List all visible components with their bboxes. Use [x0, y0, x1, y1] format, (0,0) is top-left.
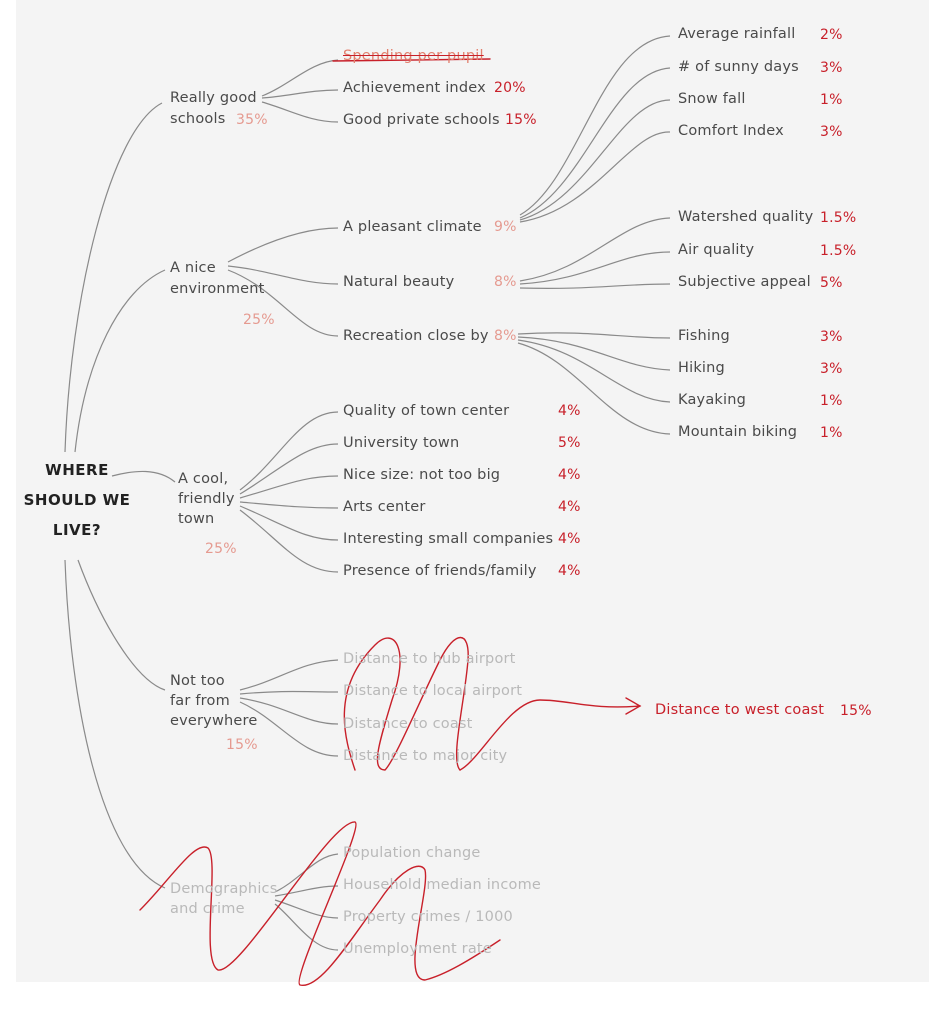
link-dist-hub [240, 660, 338, 690]
demographics-label-line2: and crime [170, 901, 245, 917]
link-env-climate [228, 228, 338, 262]
pct-subjective-appeal: 5% [820, 275, 843, 291]
pct-distance-west-coast: 15% [840, 703, 872, 719]
node-air-quality: Air quality [678, 242, 755, 258]
pct-natural-beauty: 8% [494, 274, 517, 290]
root-line2: SHOULD WE [23, 491, 131, 509]
node-population-change: Population change [343, 845, 481, 861]
node-distance-west-coast: Distance to west coast [655, 702, 825, 718]
pct-achievement-index: 20% [494, 80, 526, 96]
node-property-crimes: Property crimes / 1000 [343, 909, 513, 925]
node-arts-center: Arts center [343, 499, 426, 515]
link-root-distance [78, 560, 165, 690]
node-mountain-biking: Mountain biking [678, 424, 798, 440]
node-quality-town-center: Quality of town center [343, 403, 510, 419]
node-hiking: Hiking [678, 360, 725, 376]
node-good-private-schools: Good private schools [343, 112, 500, 128]
node-recreation-close-by: Recreation close by [343, 328, 489, 344]
distance-label-line3: everywhere [170, 713, 258, 729]
pct-pleasant-climate: 9% [494, 219, 517, 235]
node-pleasant-climate: A pleasant climate [343, 219, 482, 235]
pct-air-quality: 1.5% [820, 243, 857, 259]
pct-average-rainfall: 2% [820, 27, 843, 43]
pct-comfort-index: 3% [820, 124, 843, 140]
node-hub-airport: Distance to hub airport [343, 651, 516, 667]
pct-arts-center: 4% [558, 499, 581, 515]
pct-mountain-biking: 1% [820, 425, 843, 441]
node-friends-family: Presence of friends/family [343, 563, 537, 579]
environment-label-line1: A nice [170, 260, 216, 276]
pct-watershed-quality: 1.5% [820, 210, 857, 226]
pct-kayaking: 1% [820, 393, 843, 409]
node-sunny-days: # of sunny days [678, 59, 799, 75]
link-demo-income [275, 886, 338, 896]
link-rec-biking [518, 343, 670, 434]
link-climate-snow [520, 100, 670, 220]
pct-quality-town-center: 4% [558, 403, 581, 419]
link-dist-local [240, 692, 338, 695]
link-rec-hiking [518, 337, 670, 370]
town-pct: 25% [205, 541, 237, 557]
link-beauty-air [520, 252, 670, 284]
town-label-line3: town [178, 511, 215, 527]
link-climate-rainfall [520, 36, 670, 215]
root-line1: WHERE [45, 461, 109, 479]
link-town-arts [240, 502, 338, 508]
town-label-line2: friendly [178, 491, 235, 507]
root-line3: LIVE? [52, 521, 102, 539]
node-university-town: University town [343, 435, 460, 451]
link-root-schools [65, 103, 162, 452]
node-watershed-quality: Watershed quality [678, 209, 814, 225]
link-rec-fishing [518, 333, 670, 338]
pct-fishing: 3% [820, 329, 843, 345]
link-beauty-watershed [520, 218, 670, 281]
node-spending-per-pupil: Spending per pupil [343, 48, 484, 64]
node-unemployment-rate: Unemployment rate [343, 941, 492, 957]
schools-label-line1: Really good [170, 90, 257, 106]
link-climate-comfort [520, 132, 670, 222]
pct-good-private-schools: 15% [505, 112, 537, 128]
root-node [22, 455, 132, 545]
link-town-size [240, 476, 338, 498]
pct-nice-size: 4% [558, 467, 581, 483]
town-label-line1: A cool, [178, 471, 229, 487]
node-small-companies: Interesting small companies [343, 531, 554, 547]
node-average-rainfall: Average rainfall [678, 26, 796, 42]
pct-sunny-days: 3% [820, 60, 843, 76]
node-comfort-index: Comfort Index [678, 123, 784, 139]
node-natural-beauty: Natural beauty [343, 274, 455, 290]
node-achievement-index: Achievement index [343, 80, 486, 96]
node-household-income: Household median income [343, 877, 542, 893]
distance-label-line1: Not too [170, 673, 225, 689]
node-nice-size: Nice size: not too big [343, 467, 501, 483]
pct-university-town: 5% [558, 435, 581, 451]
node-fishing: Fishing [678, 328, 730, 344]
link-beauty-subjective [520, 284, 670, 288]
pct-recreation-close-by: 8% [494, 328, 517, 344]
distance-label-line2: far from [170, 693, 230, 709]
pct-small-companies: 4% [558, 531, 581, 547]
pct-friends-family: 4% [558, 563, 581, 579]
node-local-airport: Distance to local airport [343, 683, 523, 699]
pct-snow-fall: 1% [820, 92, 843, 108]
environment-pct: 25% [243, 312, 275, 328]
node-major-city: Distance to major city [343, 748, 508, 764]
link-town-center [240, 412, 338, 490]
environment-label-line2: environment [170, 281, 265, 297]
demographics-label-line1: Demographics [170, 881, 278, 897]
link-root-environment [75, 270, 165, 452]
link-demo-crime [275, 900, 338, 918]
distance-pct: 15% [226, 737, 258, 753]
link-town-university [240, 444, 338, 494]
schools-label-line2: schools [170, 111, 226, 127]
link-root-demographics [65, 560, 165, 888]
node-distance-coast: Distance to coast [343, 716, 473, 732]
node-subjective-appeal: Subjective appeal [678, 274, 811, 290]
node-snow-fall: Snow fall [678, 91, 746, 107]
link-town-companies [240, 506, 338, 540]
node-kayaking: Kayaking [678, 392, 747, 408]
schools-pct: 35% [236, 112, 268, 128]
link-schools-private [262, 102, 338, 122]
link-town-friends [240, 510, 338, 572]
pct-hiking: 3% [820, 361, 843, 377]
